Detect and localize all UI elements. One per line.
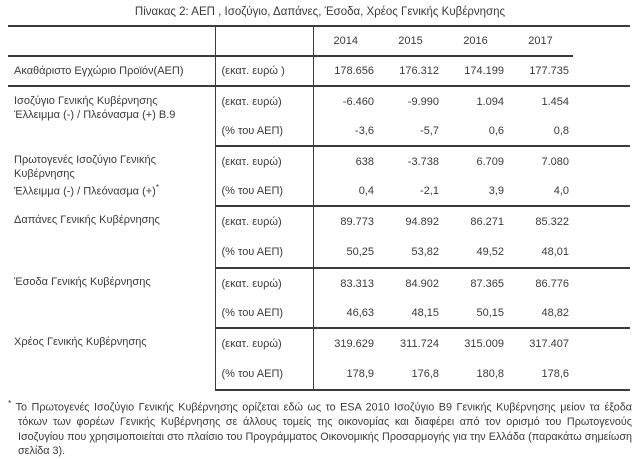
spacer-cell (573, 268, 630, 298)
value-cell: 3,9 (443, 176, 508, 206)
unit-cell: (% του ΑΕΠ) (215, 359, 313, 390)
unit-cell: (% του ΑΕΠ) (215, 116, 313, 146)
value-cell: -5,7 (378, 116, 443, 146)
footnote-text: Το Πρωτογενές Ισοζύγιο Γενικής Κυβέρνησης ορίζεται εδώ ως το ESA 2010 Ισοζύγιο Β9 Γενικής Κυβέρνησης μείον τα έξοδα τόκων των φορέων Γενικής Κυβέρνησης σε άλλους τομείς της οικονομίας και διαφέρει από τον ορισμό του Πρωτογενούς Ισοζυγίου που χρησιμοποιείται στο πλαίσιο του Προγράμματος Οικονομικής Προσαρμογής για την Ελλάδα (παρακάτω σημείωση σελίδα 3). (15, 401, 632, 458)
value-cell: 176.312 (378, 56, 443, 86)
value-cell: 180,8 (443, 359, 508, 390)
spacer-cell (573, 298, 630, 328)
value-cell: 7.080 (541, 155, 569, 168)
value-cell: 86.271 (470, 216, 504, 228)
value-cell: 6.709 (476, 155, 504, 168)
unit-cell: (εκατ. ευρώ) (215, 328, 313, 359)
value-cell: 50,25 (313, 237, 378, 268)
value-cell: 48,15 (378, 298, 443, 328)
spacer-cell (573, 237, 630, 268)
unit-cell: (% του ΑΕΠ) (215, 298, 313, 328)
row-label-text: Ακαθάριστο Εγχώριο Προϊόν(ΑΕΠ) (14, 65, 184, 77)
spacer-cell (573, 86, 630, 116)
table-row-balance-eur (8, 86, 630, 116)
table-row-debt-eur (8, 328, 630, 359)
value-cell: 48,82 (508, 298, 573, 328)
spacer-cell (573, 176, 630, 206)
row-label (8, 56, 215, 86)
value-cell: 311.724 (400, 338, 439, 350)
value-cell: 94.892 (405, 216, 439, 228)
row-label-line1: Πρωτογενές Ισοζύγιο Γενικής Κυβέρνησης (14, 154, 156, 180)
header-row (8, 26, 630, 56)
footnote (8, 396, 632, 459)
year-header-2016: 2016 (443, 26, 508, 56)
value-cell: 178,6 (508, 359, 573, 390)
value-cell: 48,01 (508, 237, 573, 268)
header-label-cell (8, 26, 215, 56)
value-cell: 177.735 (508, 56, 573, 86)
spacer-cell (573, 206, 630, 237)
unit-cell: (% του ΑΕΠ) (215, 237, 313, 268)
value-cell: 0,6 (443, 116, 508, 146)
spacer-cell (573, 359, 630, 390)
value-cell: 315.009 (464, 338, 504, 350)
row-label-text: Δαπάνες Γενικής Κυβέρνησης (14, 214, 160, 226)
value-cell: 83.313 (340, 277, 374, 290)
value-cell: 0,8 (508, 116, 573, 146)
value-cell: 317.407 (529, 338, 569, 350)
value-cell: -3.738 (407, 155, 439, 168)
value-cell: 49,52 (443, 237, 508, 268)
table-title: Πίνακας 2: ΑΕΠ , Ισοζύγιο, Δαπάνες, Έσοδα, Χρέος Γενικής Κυβέρνησης (134, 6, 506, 18)
spacer-cell (573, 146, 630, 176)
value-cell: -3,6 (313, 116, 378, 146)
value-cell: 46,63 (313, 298, 378, 328)
row-label-text: Χρέος Γενικής Κυβέρνησης (14, 336, 147, 348)
unit-cell: (εκατ. ευρώ ) (215, 56, 313, 86)
value-cell: 89.773 (340, 216, 374, 228)
table-row-gdp (8, 56, 630, 86)
value-cell: 50,15 (443, 298, 508, 328)
value-cell: 53,82 (378, 237, 443, 268)
year-header-2014: 2014 (313, 26, 378, 56)
row-label-text: Έσοδα Γενικής Κυβέρνησης (14, 276, 151, 288)
value-cell: 176,8 (378, 359, 443, 390)
value-cell: -6.460 (342, 95, 374, 108)
value-cell: 178.656 (313, 56, 378, 86)
header-spacer-cell (573, 26, 630, 56)
value-cell: 638 (355, 155, 374, 168)
table-row-expenditure-eur (8, 206, 630, 237)
row-label (8, 268, 215, 328)
unit-cell: (εκατ. ευρώ) (215, 86, 313, 116)
spacer-cell (573, 116, 630, 146)
value-cell: 1.454 (541, 95, 569, 108)
footnote-marker: * (155, 183, 159, 192)
value-cell: 1.094 (476, 95, 504, 108)
spacer-cell (573, 56, 630, 86)
value-cell: 0,4 (313, 176, 378, 206)
header-unit-cell (215, 26, 313, 56)
year-header-2015: 2015 (378, 26, 443, 56)
row-label-line2: Έλλειμμα (-) / Πλεόνασμα (+) (14, 185, 156, 198)
row-label (8, 146, 215, 206)
value-cell: 84.902 (405, 277, 439, 290)
table-row-revenue-eur (8, 268, 630, 298)
value-cell: 86.776 (535, 277, 569, 290)
value-cell: 87.365 (470, 277, 504, 290)
row-label-line2: Έλλειμμα (-) / Πλεόνασμα (+) Β.9 (14, 109, 176, 121)
value-cell: 4,0 (508, 176, 573, 206)
row-label (8, 206, 215, 268)
unit-cell: (εκατ. ευρώ) (215, 268, 313, 298)
value-cell: 85.322 (535, 216, 569, 228)
unit-cell: (εκατ. ευρώ) (215, 206, 313, 237)
value-cell: -9.990 (407, 95, 439, 108)
year-header-2017: 2017 (508, 26, 573, 56)
table-row-primary-balance-eur (8, 146, 630, 176)
value-cell: -2,1 (378, 176, 443, 206)
row-label-line1: Ισοζύγιο Γενικής Κυβέρνησης (14, 95, 158, 107)
value-cell: 178,9 (313, 359, 378, 390)
fiscal-table (8, 25, 630, 391)
spacer-cell (573, 328, 630, 359)
unit-cell: (εκατ. ευρώ) (215, 146, 313, 176)
row-label (8, 86, 215, 146)
value-cell: 174.199 (443, 56, 508, 86)
row-label (8, 328, 215, 390)
value-cell: 319.629 (334, 338, 374, 350)
unit-cell: (% του ΑΕΠ) (215, 176, 313, 206)
footnote-asterisk: * (8, 398, 12, 408)
